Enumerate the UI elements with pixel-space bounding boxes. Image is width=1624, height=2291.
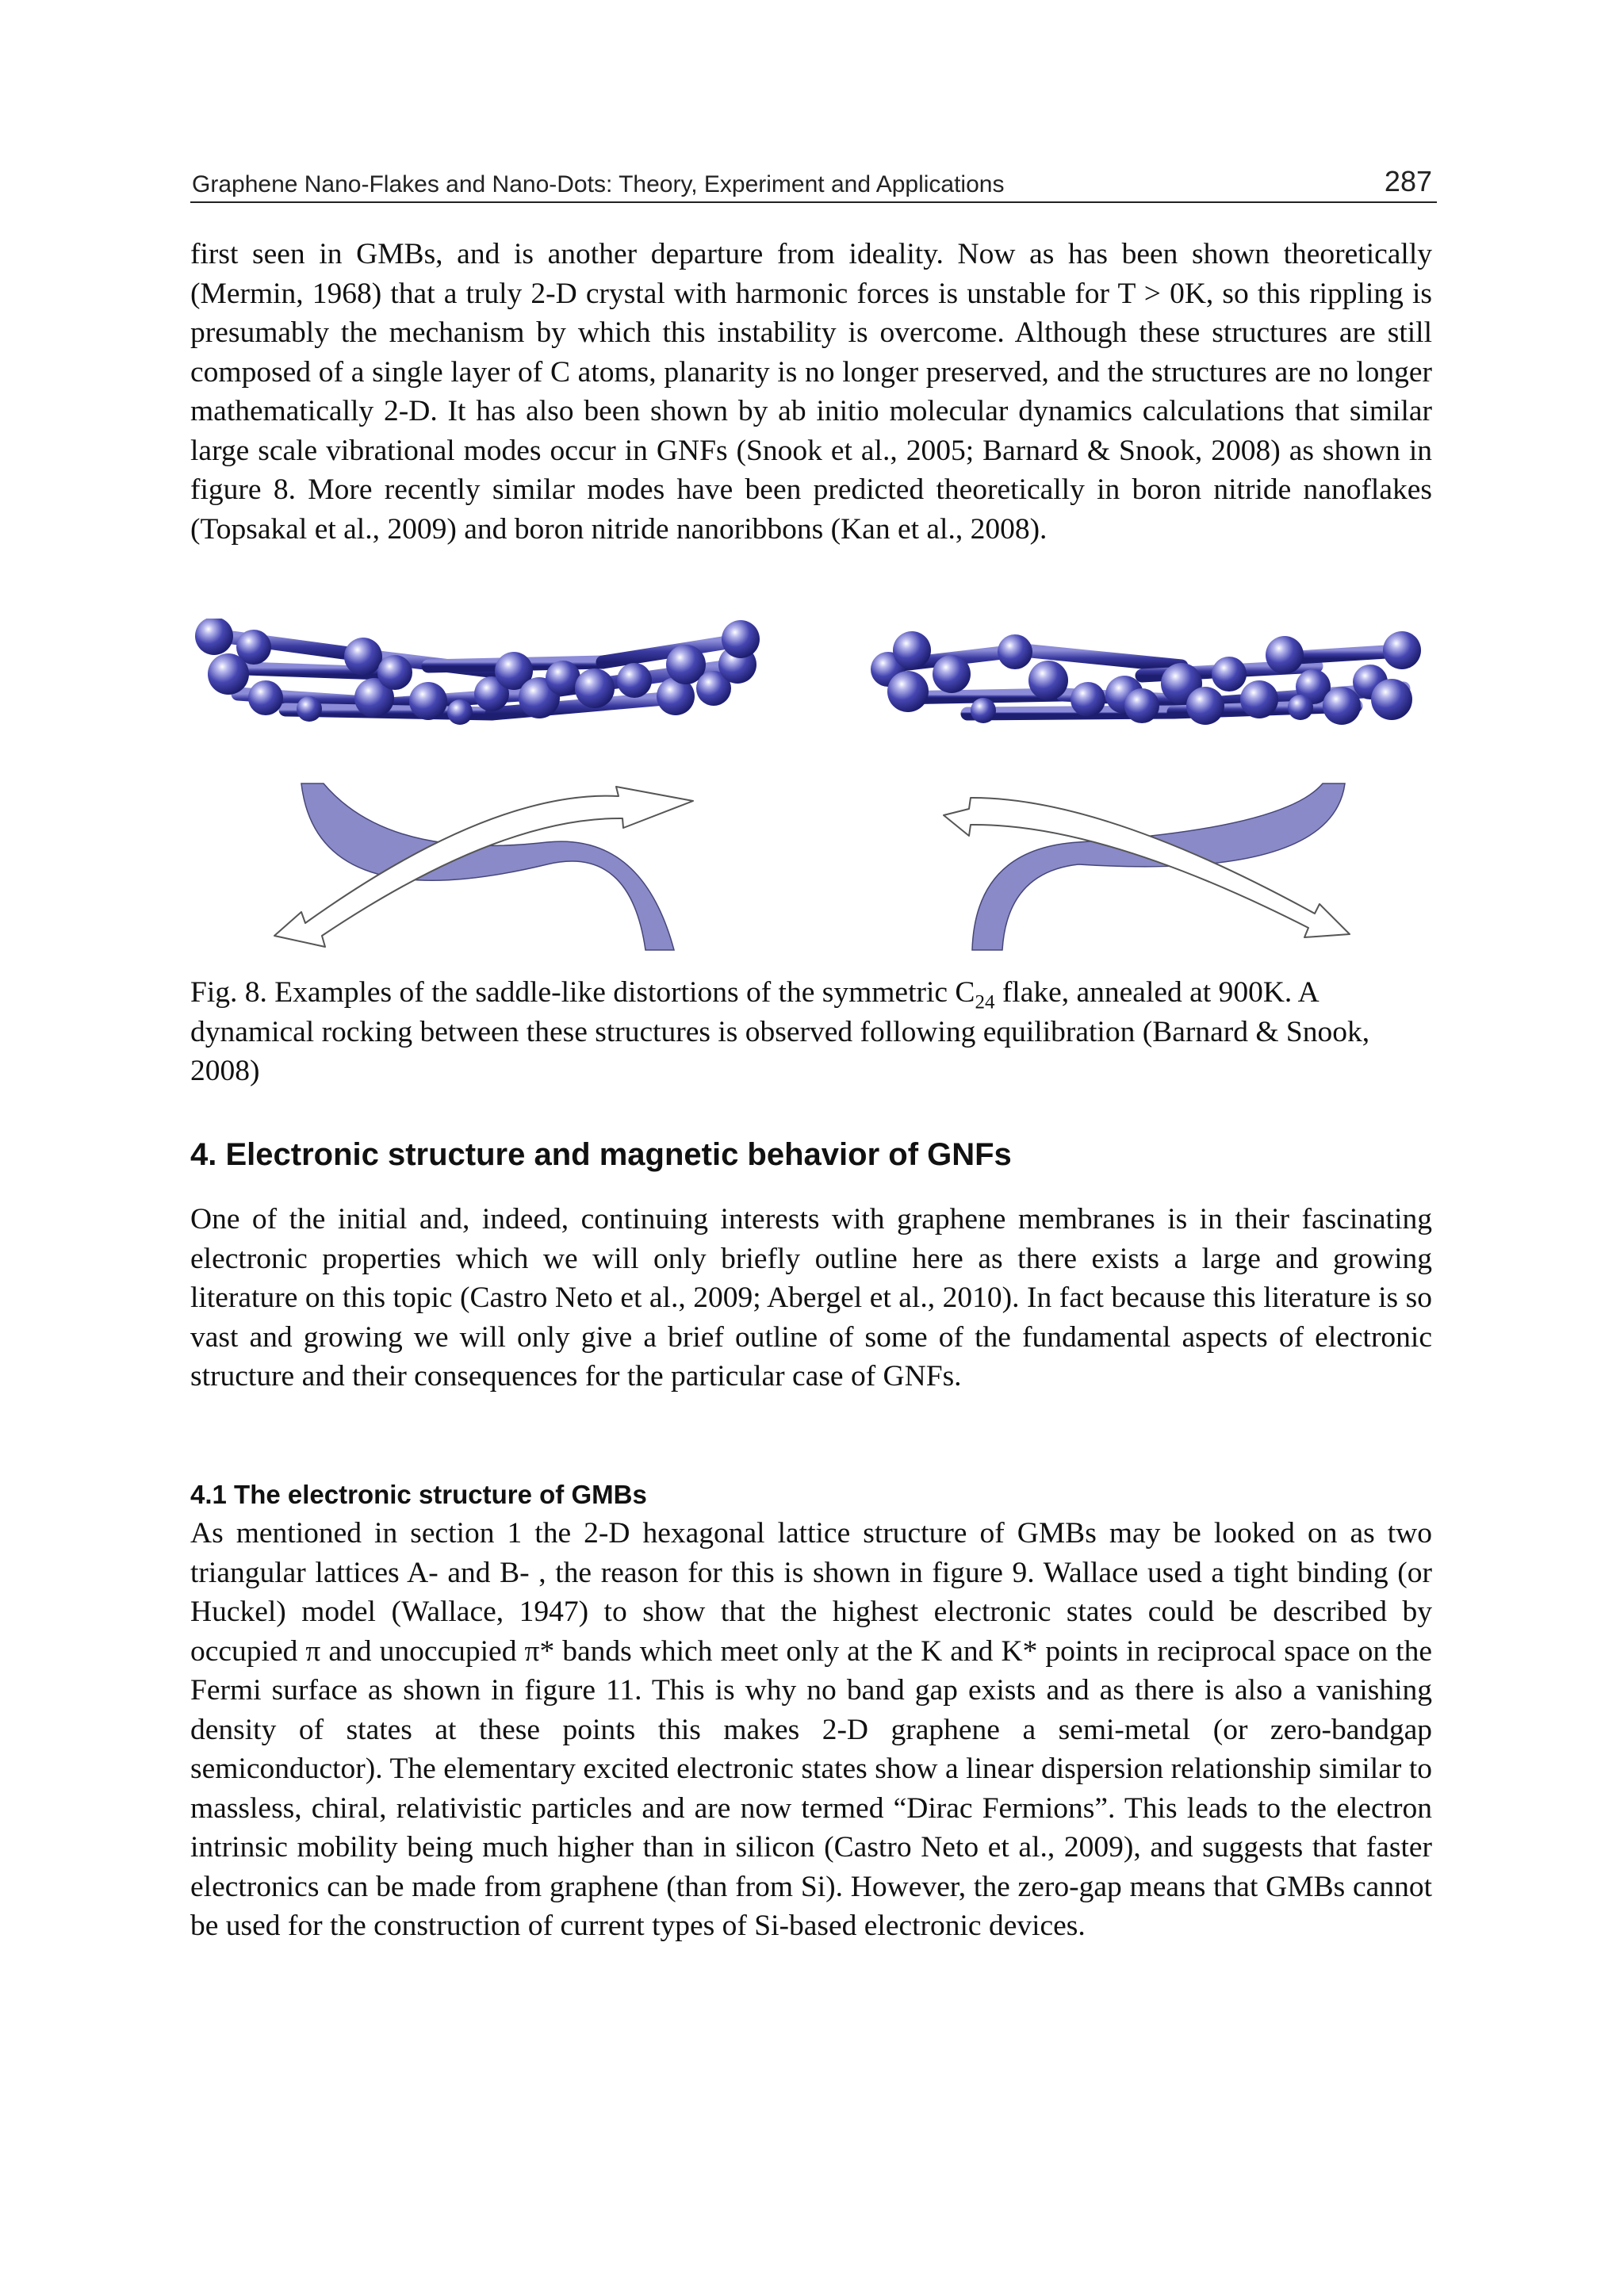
body-paragraph-rippling: first seen in GMBs, and is another departure from ideality. Now as has been shown theoretically (Mermin, 1968) that a truly 2-D crystal with harmonic forces is unstable for T > 0K, so this rippling is presumably the mechanism by which this instability is overcome. Although these structures are still composed of a single layer of C atoms, planarity is no longer preserved, and the structures are no longer mathematically 2-D. It has also been shown by ab initio molecular dynamics calculations that similar large scale vibrational modes occur in GNFs (Snook et al., 2005; Barnard & Snook, 2008) as shown in figure 8. More recently similar modes have been predicted theoretically in boron nitride nanoflakes (Topsakal et al., 2009) and boron nitride nanoribbons (Kan et al., 2008). [190, 238, 1432, 546]
caption-text-continued: flake, annealed at 900K. A dynamical rocking between these structures is observed following equilibration (Barnard & Snook, 2008) [190, 976, 1370, 1087]
section-4-paragraph: One of the initial and, indeed, continuing interests with graphene membranes is in their fascinating electronic properties which we will only briefly outline here as there exists a large and growing literature on this topic (Castro Neto et al., 2009; Abergel et al., 2010). In fact because this literature is so vast and growing we will only give a brief outline of some of the fundamental aspects of electronic structure and their consequences for the particular case of GNFs. [190, 1203, 1432, 1393]
section-4-1-paragraph: As mentioned in section 1 the 2-D hexagonal lattice structure of GMBs may be looked on as two triangular lattices A- and B- , the reason for this is shown in figure 9. Wallace used a tight binding (or Huckel) model (Wallace, 1947) to show that the highest electronic states could be described by occupied π and unoccupied π* bands which meet only at the K and K* points in reciprocal space on the Fermi surface as shown in figure 11. This is why no band gap exists and as there is also a vanishing density of states at these points this makes 2-D graphene a semi-metal (or zero-bandgap semiconductor). The elementary excited electronic states show a linear dispersion relationship similar to massless, chiral, relativistic particles and are now termed “Dirac Fermions”. This leads to the electron intrinsic mobility being much higher than in silicon (Castro Neto et al., 2009), and suggests that faster electronics can be made from graphene (than from Si). However, the zero-gap means that GMBs cannot be used for the construction of current types of Si-based electronic devices. [190, 1517, 1432, 1942]
section-4-1-heading: 4.1 The electronic structure of GMBs [190, 1480, 647, 1509]
right-flake-molecule [871, 631, 1421, 725]
page-number: 287 [1384, 165, 1432, 197]
figure-8-caption [190, 973, 1432, 1091]
running-title: Graphene Nano-Flakes and Nano-Dots: Theory, Experiment and Applications [192, 171, 1005, 197]
figure-8-saddle-distortions [190, 619, 1432, 952]
section-4-heading: 4. Electronic structure and magnetic behavior of GNFs [190, 1137, 1012, 1172]
left-flake-molecule [195, 619, 760, 725]
caption-subscript: 24 [975, 991, 995, 1013]
caption-text: Fig. 8. Examples of the saddle-like distortions of the symmetric C [190, 976, 975, 1009]
running-header [190, 163, 1437, 203]
